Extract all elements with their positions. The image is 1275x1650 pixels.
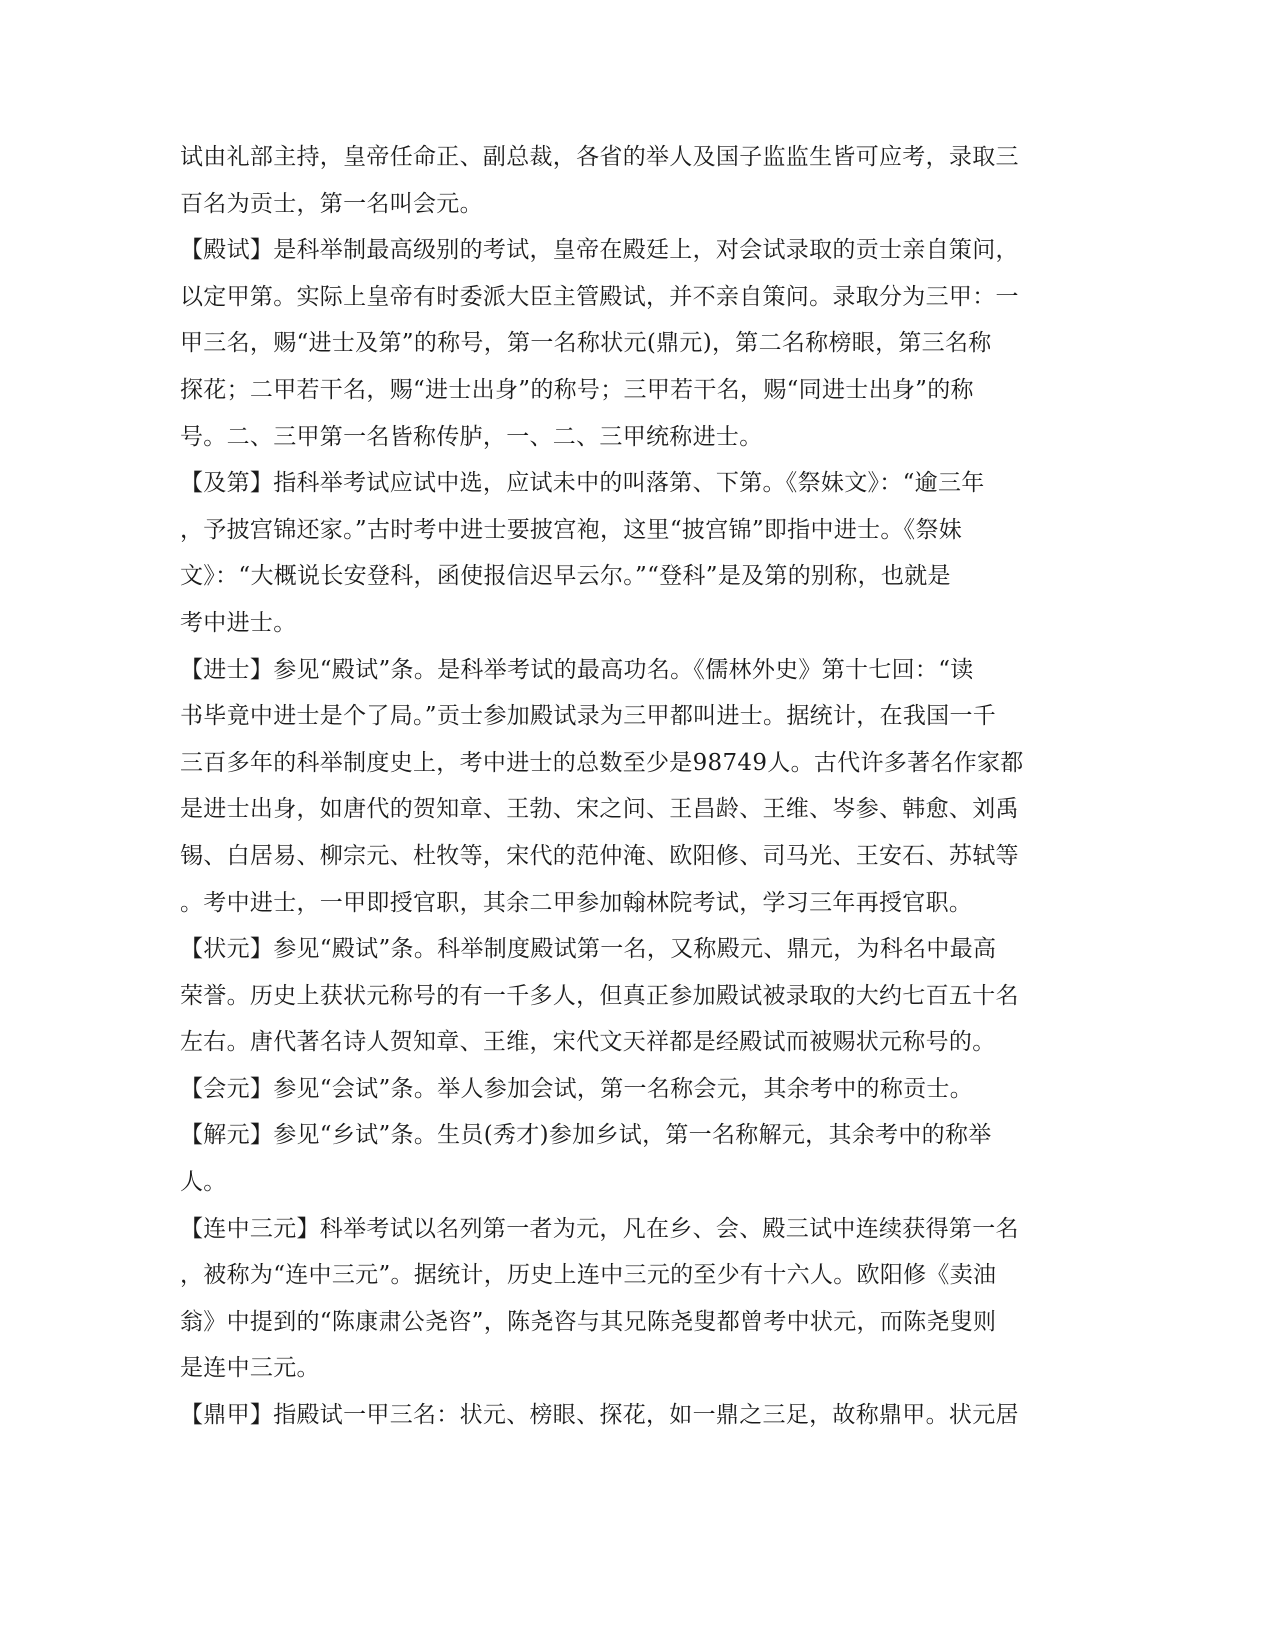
text-line: 【解元】参见“乡试”条。生员(秀才)参加乡试，第一名称解元，其余考中的称举 [180, 1122, 992, 1149]
text-line: 荣誉。历史上获状元称号的有一千多人，但真正参加殿试被录取的大约七百五十名 [180, 982, 1019, 1009]
paragraph-huiyuan [180, 1066, 1050, 1113]
paragraph-jidi [180, 460, 1050, 646]
text-line: 是连中三元。 [180, 1355, 320, 1382]
text-line: 文》：“大概说长安登科，函使报信迟早云尔。”“登科”是及第的别称，也就是 [180, 563, 951, 590]
text-line: 百名为贡士，第一名叫会元。 [180, 190, 483, 217]
text-line: 左右。唐代著名诗人贺知章、王维，宋代文天祥都是经殿试而被赐状元称号的。 [180, 1029, 996, 1056]
text-line: 试由礼部主持，皇帝任命正、副总裁，各省的举人及国子监监生皆可应考，录取三 [180, 144, 1019, 170]
text-line: 探花；二甲若干名，赐“进士出身”的称号；三甲若干名，赐“同进士出身”的称 [180, 376, 974, 403]
text-line: 。考中进士，一甲即授官职，其余二甲参加翰林院考试，学习三年再授官职。 [180, 889, 973, 916]
paragraph-dianshi [180, 227, 1050, 460]
text-line: ，予披宫锦还家。”古时考中进士要披宫袍，这里“披宫锦”即指中进士。《祭妹 [180, 516, 963, 543]
paragraph-jieyuan [180, 1112, 1050, 1205]
text-line: 【状元】参见“殿试”条。科举制度殿试第一名，又称殿元、鼎元，为科名中最高 [180, 936, 997, 963]
text-line: 以定甲第。实际上皇帝有时委派大臣主管殿试，并不亲自策问。录取分为三甲：一 [180, 283, 1019, 310]
text-line: 翁》中提到的“陈康肃公尧咨”，陈尧咨与其兄陈尧叟都曾考中状元，而陈尧叟则 [180, 1308, 997, 1335]
text-line: 【及第】指科举考试应试中选，应试未中的叫落第、下第。《祭妹文》：“逾三年 [180, 470, 985, 497]
text-line: 三百多年的科举制度史上，考中进士的总数至少是98749人。古代许多著名作家都 [180, 749, 1024, 776]
text-line: 【鼎甲】指殿试一甲三名：状元、榜眼、探花，如一鼎之三足，故称鼎甲。状元居 [180, 1402, 1019, 1429]
text-line: 书毕竟中进士是个了局。”贡士参加殿试录为三甲都叫进士。据统计，在我国一千 [180, 703, 997, 730]
text-line: 锡、白居易、柳宗元、杜牧等，宋代的范仲淹、欧阳修、司马光、王安石、苏轼等 [180, 842, 1019, 869]
text-line: 人。 [180, 1169, 227, 1196]
text-line: 考中进士。 [180, 609, 297, 636]
text-line: 【进士】参见“殿试”条。是科举考试的最高功名。《儒林外史》第十七回：“读 [180, 656, 974, 683]
text-line: 号。二、三甲第一名皆称传胪，一、二、三甲统称进士。 [180, 423, 763, 450]
text-line: ，被称为“连中三元”。据统计，历史上连中三元的至少有十六人。欧阳修《卖油 [180, 1262, 997, 1289]
text-line: 是进士出身，如唐代的贺知章、王勃、宋之问、王昌龄、王维、岑参、韩愈、刘禹 [180, 796, 1019, 823]
text-line: 【连中三元】科举考试以名列第一者为元，凡在乡、会、殿三试中连续获得第一名 [180, 1215, 1019, 1242]
paragraph-zhuangyuan [180, 926, 1050, 1066]
document-body [180, 134, 1050, 1439]
text-line: 甲三名，赐“进士及第”的称号，第一名称状元(鼎元)，第二名称榜眼，第三名称 [180, 330, 992, 357]
paragraph-dingjia [180, 1392, 1050, 1439]
text-line: 【会元】参见“会试”条。举人参加会试，第一名称会元，其余考中的称贡士。 [180, 1075, 974, 1102]
paragraph-lianzhongsanyuan [180, 1206, 1050, 1392]
paragraph-jinshi [180, 647, 1050, 927]
text-line: 【殿试】是科举制最高级别的考试，皇帝在殿廷上，对会试录取的贡士亲自策问， [180, 237, 1019, 264]
paragraph-huishi-continuation [180, 134, 1050, 227]
